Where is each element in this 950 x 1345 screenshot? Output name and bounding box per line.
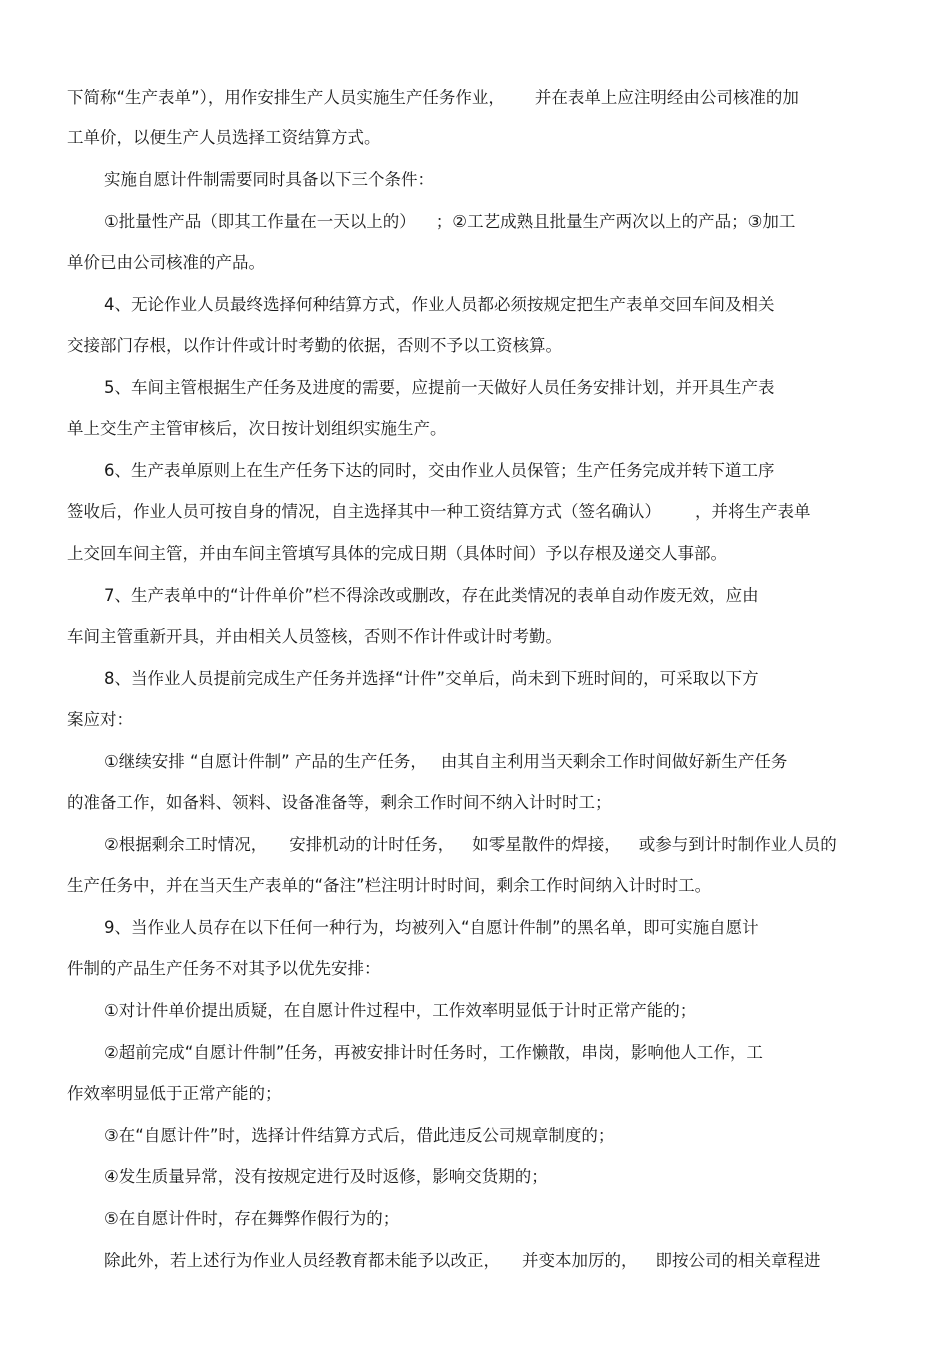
text-line: 案应对：: [67, 710, 133, 729]
text-line: 下简称“生产表单”），用作安排生产人员实施生产任务作业， 并在表单上应注明经由公司核准的加: [67, 88, 799, 107]
text-line: 实施自愿计件制需要同时具备以下三个条件：: [104, 170, 434, 189]
text-line: 工单价，以便生产人员选择工资结算方式。: [67, 128, 381, 147]
text-line: 交接部门存根，以作计件或计时考勤的依据，否则不予以工资核算。: [67, 336, 562, 355]
text-line: 的准备工作，如备料、领料、设备准备等，剩余工作时间不纳入计时时工；: [67, 793, 612, 812]
text-line: ①对计件单价提出质疑，在自愿计件过程中，工作效率明显低于计时正常产能的；: [104, 1001, 697, 1020]
text-line: 作效率明显低于正常产能的；: [67, 1084, 282, 1103]
text-line: 除此外，若上述行为作业人员经教育都未能予以改正， 并变本加厉的， 即按公司的相关章程进: [104, 1251, 821, 1270]
text-line: 6、生产表单原则上在生产任务下达的同时，交由作业人员保管；生产任务完成并转下道工序: [104, 461, 775, 480]
text-line: ①批量性产品（即其工作量在一天以上的） ；②工艺成熟且批量生产两次以上的产品；③加工: [104, 212, 796, 231]
text-line: 5、车间主管根据生产任务及进度的需要，应提前一天做好人员任务安排计划，并开具生产表: [104, 378, 775, 397]
text-line: 4、无论作业人员最终选择何种结算方式，作业人员都必须按规定把生产表单交回车间及相关: [104, 295, 775, 314]
text-line: ⑤在自愿计件时，存在舞弊作假行为的；: [104, 1209, 400, 1228]
text-line: 单价已由公司核准的产品。: [67, 253, 265, 272]
text-line: ③在“自愿计件”时，选择计件结算方式后，借此违反公司规章制度的；: [104, 1126, 615, 1145]
text-line: 7、生产表单中的“计件单价”栏不得涂改或删改，存在此类情况的表单自动作废无效，应由: [104, 586, 759, 605]
text-line: ②根据剩余工时情况， 安排机动的计时任务， 如零星散件的焊接， 或参与到计时制作业人员的: [104, 835, 837, 854]
text-line: 单上交生产主管审核后，次日按计划组织实施生产。: [67, 419, 447, 438]
text-line: 上交回车间主管，并由车间主管填写具体的完成日期（具体时间）予以存根及递交人事部。: [67, 544, 727, 563]
text-line: ①继续安排 “自愿计件制” 产品的生产任务， 由其自主利用当天剩余工作时间做好新生产任务: [104, 752, 788, 771]
text-line: 9、当作业人员存在以下任何一种行为，均被列入“自愿计件制”的黑名单，即可实施自愿计: [104, 918, 759, 937]
text-line: 8、当作业人员提前完成生产任务并选择“计件”交单后，尚未到下班时间的，可采取以下方: [104, 669, 759, 688]
text-line: ②超前完成“自愿计件制”任务，再被安排计时任务时，工作懒散，串岗，影响他人工作，工: [104, 1043, 763, 1062]
text-line: 车间主管重新开具，并由相关人员签核，否则不作计件或计时考勤。: [67, 627, 562, 646]
text-line: 件制的产品生产任务不对其予以优先安排：: [67, 959, 381, 978]
text-line: 生产任务中，并在当天生产表单的“备注”栏注明计时时间，剩余工作时间纳入计时时工。: [67, 876, 712, 895]
text-line: ④发生质量异常，没有按规定进行及时返修，影响交货期的；: [104, 1167, 548, 1186]
text-line: 签收后，作业人员可按自身的情况，自主选择其中一种工资结算方式（签名确认） ，并将生产表单: [67, 502, 811, 521]
